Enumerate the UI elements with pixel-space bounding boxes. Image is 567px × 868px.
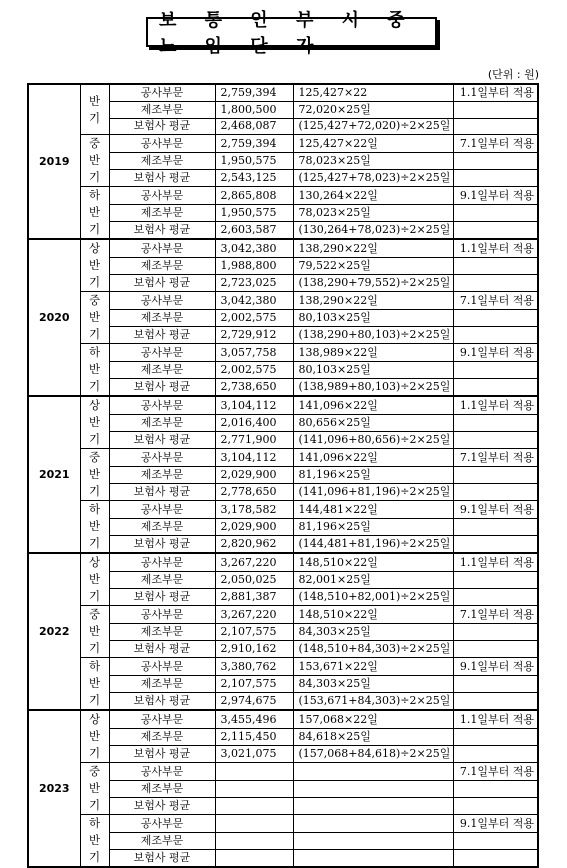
formula-cell: 153,671×22일 <box>293 658 453 675</box>
wage-table <box>27 83 539 868</box>
note-cell <box>453 275 538 292</box>
half-period-cell <box>80 815 109 868</box>
formula-cell: (138,989+80,103)÷2×25일 <box>293 379 453 397</box>
note-cell: 9.1일부터 적용 <box>453 344 538 361</box>
note-cell <box>453 361 538 378</box>
half-period-cell <box>80 449 109 501</box>
note-cell <box>453 746 538 763</box>
formula-cell: (125,427+78,023)÷2×25일 <box>293 170 453 187</box>
half-period-char: 중 <box>88 450 101 465</box>
half-period-char: 반 <box>88 362 101 377</box>
table-row <box>28 396 538 414</box>
category-cell: 공사부문 <box>109 606 215 623</box>
year-cell: 2021 <box>28 396 80 553</box>
formula-cell: 84,303×25일 <box>293 623 453 640</box>
note-cell: 7.1일부터 적용 <box>453 292 538 309</box>
category-cell: 공사부문 <box>109 135 215 152</box>
formula-cell: (144,481+81,196)÷2×25일 <box>293 536 453 554</box>
amount-cell <box>215 815 293 832</box>
formula-cell: (153,671+84,303)÷2×25일 <box>293 693 453 711</box>
table-row <box>28 710 538 728</box>
half-period-char: 상 <box>88 241 101 256</box>
note-cell <box>453 518 538 535</box>
half-period-cell <box>80 84 109 135</box>
note-cell: 9.1일부터 적용 <box>453 187 538 204</box>
amount-cell: 3,455,496 <box>215 710 293 728</box>
amount-cell: 3,104,112 <box>215 449 293 466</box>
note-cell <box>453 798 538 815</box>
half-period-char: 중 <box>88 293 101 308</box>
table-row <box>28 135 538 152</box>
half-period-char: 반 <box>88 676 101 691</box>
note-cell: 9.1일부터 적용 <box>453 815 538 832</box>
amount-cell: 2,881,387 <box>215 589 293 606</box>
formula-cell <box>293 815 453 832</box>
table-row <box>28 292 538 309</box>
note-cell <box>453 170 538 187</box>
amount-cell: 2,468,087 <box>215 118 293 135</box>
note-cell: 7.1일부터 적용 <box>453 449 538 466</box>
half-period-char: 하 <box>88 345 101 360</box>
half-period-char: 반 <box>88 467 101 482</box>
amount-cell: 3,380,762 <box>215 658 293 675</box>
half-period-char: 반 <box>88 833 101 848</box>
formula-cell <box>293 798 453 815</box>
amount-cell: 1,950,575 <box>215 204 293 221</box>
formula-cell: 79,522×25일 <box>293 257 453 274</box>
category-cell: 보험사 평균 <box>109 222 215 240</box>
note-cell <box>453 379 538 397</box>
amount-cell <box>215 798 293 815</box>
half-period-char: 반 <box>88 310 101 325</box>
formula-cell: 72,020×25일 <box>293 101 453 118</box>
formula-cell: 84,303×25일 <box>293 675 453 692</box>
half-period-char: 반 <box>88 729 101 744</box>
category-cell: 제조부문 <box>109 204 215 221</box>
category-cell: 공사부문 <box>109 396 215 414</box>
half-period-char: 중 <box>88 607 101 622</box>
half-period-cell <box>80 135 109 187</box>
note-cell <box>453 623 538 640</box>
formula-cell: 78,023×25일 <box>293 204 453 221</box>
amount-cell: 2,029,900 <box>215 466 293 483</box>
note-cell: 1.1일부터 적용 <box>453 553 538 571</box>
note-cell <box>453 327 538 344</box>
note-cell <box>453 309 538 326</box>
note-cell <box>453 414 538 431</box>
category-cell: 제조부문 <box>109 623 215 640</box>
amount-cell: 3,178,582 <box>215 501 293 518</box>
table-row <box>28 239 538 257</box>
formula-cell <box>293 780 453 797</box>
half-period-char: 기 <box>88 484 101 499</box>
amount-cell: 3,057,758 <box>215 344 293 361</box>
amount-cell: 3,042,380 <box>215 292 293 309</box>
amount-cell: 2,759,394 <box>215 84 293 101</box>
half-period-char: 반 <box>88 258 101 273</box>
amount-cell: 2,723,025 <box>215 275 293 292</box>
half-period-cell <box>80 710 109 763</box>
formula-cell: (141,096+80,656)÷2×25일 <box>293 432 453 449</box>
category-cell: 공사부문 <box>109 710 215 728</box>
amount-cell: 2,115,450 <box>215 728 293 745</box>
half-period-char: 반 <box>88 781 101 796</box>
category-cell: 제조부문 <box>109 152 215 169</box>
formula-cell: 80,103×25일 <box>293 309 453 326</box>
note-cell <box>453 571 538 588</box>
note-cell <box>453 466 538 483</box>
formula-cell: 157,068×22일 <box>293 710 453 728</box>
half-period-char: 상 <box>88 712 101 727</box>
amount-cell <box>215 832 293 849</box>
half-period-cell <box>80 553 109 606</box>
formula-cell: 138,290×22일 <box>293 292 453 309</box>
note-cell <box>453 484 538 501</box>
category-cell: 보험사 평균 <box>109 746 215 763</box>
note-cell <box>453 118 538 135</box>
formula-cell: (148,510+84,303)÷2×25일 <box>293 641 453 658</box>
category-cell: 제조부문 <box>109 518 215 535</box>
amount-cell <box>215 763 293 780</box>
half-period-char: 반 <box>88 93 101 108</box>
formula-cell: 78,023×25일 <box>293 152 453 169</box>
category-cell: 보험사 평균 <box>109 798 215 815</box>
amount-cell: 3,267,220 <box>215 553 293 571</box>
category-cell: 제조부문 <box>109 101 215 118</box>
half-period-char: 상 <box>88 555 101 570</box>
amount-cell: 2,603,587 <box>215 222 293 240</box>
note-cell <box>453 432 538 449</box>
table-row <box>28 763 538 780</box>
formula-cell: 125,427×22 <box>293 84 453 101</box>
amount-cell: 3,267,220 <box>215 606 293 623</box>
half-period-char: 기 <box>88 432 101 447</box>
note-cell <box>453 641 538 658</box>
amount-cell: 3,104,112 <box>215 396 293 414</box>
amount-cell: 2,759,394 <box>215 135 293 152</box>
half-period-char: 기 <box>88 589 101 604</box>
category-cell: 보험사 평균 <box>109 641 215 658</box>
amount-cell: 2,050,025 <box>215 571 293 588</box>
formula-cell: (157,068+84,618)÷2×25일 <box>293 746 453 763</box>
half-period-char: 기 <box>88 327 101 342</box>
formula-cell: 84,618×25일 <box>293 728 453 745</box>
category-cell: 공사부문 <box>109 187 215 204</box>
category-cell: 보험사 평균 <box>109 170 215 187</box>
formula-cell: 141,096×22일 <box>293 396 453 414</box>
year-cell: 2023 <box>28 710 80 867</box>
formula-cell: (125,427+72,020)÷2×25일 <box>293 118 453 135</box>
category-cell: 공사부문 <box>109 239 215 257</box>
formula-cell <box>293 763 453 780</box>
category-cell: 보험사 평균 <box>109 379 215 397</box>
category-cell: 보험사 평균 <box>109 693 215 711</box>
half-period-char: 중 <box>88 136 101 151</box>
note-cell: 9.1일부터 적용 <box>453 658 538 675</box>
half-period-cell <box>80 396 109 449</box>
note-cell <box>453 257 538 274</box>
amount-cell: 2,820,962 <box>215 536 293 554</box>
amount-cell: 1,800,500 <box>215 101 293 118</box>
category-cell: 공사부문 <box>109 553 215 571</box>
formula-cell: 130,264×22일 <box>293 187 453 204</box>
half-period-char: 상 <box>88 398 101 413</box>
note-cell <box>453 780 538 797</box>
amount-cell: 1,988,800 <box>215 257 293 274</box>
amount-cell: 2,002,575 <box>215 309 293 326</box>
half-period-char: 하 <box>88 659 101 674</box>
formula-cell: (130,264+78,023)÷2×25일 <box>293 222 453 240</box>
table-row <box>28 815 538 832</box>
category-cell: 제조부문 <box>109 414 215 431</box>
amount-cell: 3,042,380 <box>215 239 293 257</box>
half-period-cell <box>80 239 109 292</box>
table-row <box>28 606 538 623</box>
note-cell <box>453 536 538 554</box>
formula-cell <box>293 850 453 868</box>
amount-cell: 3,021,075 <box>215 746 293 763</box>
note-cell: 1.1일부터 적용 <box>453 396 538 414</box>
amount-cell: 2,771,900 <box>215 432 293 449</box>
table-row <box>28 553 538 571</box>
formula-cell: 80,656×25일 <box>293 414 453 431</box>
amount-cell <box>215 850 293 868</box>
formula-cell: 125,427×22일 <box>293 135 453 152</box>
amount-cell: 2,974,675 <box>215 693 293 711</box>
unit-label: (단위 : 원) <box>487 68 539 81</box>
half-period-cell <box>80 606 109 658</box>
half-period-char: 반 <box>88 572 101 587</box>
formula-cell: 138,989×22일 <box>293 344 453 361</box>
half-period-cell <box>80 292 109 344</box>
category-cell: 보험사 평균 <box>109 484 215 501</box>
half-period-cell <box>80 658 109 711</box>
category-cell: 제조부문 <box>109 466 215 483</box>
half-period-cell <box>80 763 109 815</box>
table-row <box>28 658 538 675</box>
half-period-char: 기 <box>88 379 101 394</box>
formula-cell: 80,103×25일 <box>293 361 453 378</box>
category-cell: 공사부문 <box>109 501 215 518</box>
formula-cell: 148,510×22일 <box>293 553 453 571</box>
category-cell: 공사부문 <box>109 658 215 675</box>
half-period-char: 기 <box>88 170 101 185</box>
amount-cell: 2,778,650 <box>215 484 293 501</box>
formula-cell: 81,196×25일 <box>293 466 453 483</box>
half-period-char: 하 <box>88 188 101 203</box>
half-period-char: 중 <box>88 764 101 779</box>
note-cell: 7.1일부터 적용 <box>453 135 538 152</box>
note-cell: 7.1일부터 적용 <box>453 606 538 623</box>
amount-cell: 2,738,650 <box>215 379 293 397</box>
amount-cell: 2,910,162 <box>215 641 293 658</box>
half-period-char: 기 <box>88 110 101 125</box>
formula-cell: 141,096×22일 <box>293 449 453 466</box>
amount-cell <box>215 780 293 797</box>
table-row <box>28 344 538 361</box>
note-cell: 7.1일부터 적용 <box>453 763 538 780</box>
half-period-cell <box>80 501 109 554</box>
category-cell: 제조부문 <box>109 571 215 588</box>
formula-cell <box>293 832 453 849</box>
half-period-cell <box>80 187 109 240</box>
table-row <box>28 84 538 101</box>
year-cell: 2019 <box>28 84 80 239</box>
category-cell: 보험사 평균 <box>109 850 215 868</box>
category-cell: 제조부문 <box>109 728 215 745</box>
category-cell: 공사부문 <box>109 292 215 309</box>
note-cell <box>453 589 538 606</box>
note-cell <box>453 675 538 692</box>
table-row <box>28 187 538 204</box>
note-cell: 1.1일부터 적용 <box>453 710 538 728</box>
formula-cell: 144,481×22일 <box>293 501 453 518</box>
formula-cell: 138,290×22일 <box>293 239 453 257</box>
note-cell: 1.1일부터 적용 <box>453 239 538 257</box>
note-cell <box>453 152 538 169</box>
formula-cell: 81,196×25일 <box>293 518 453 535</box>
half-period-char: 기 <box>88 222 101 237</box>
note-cell <box>453 728 538 745</box>
category-cell: 보험사 평균 <box>109 589 215 606</box>
category-cell: 제조부문 <box>109 675 215 692</box>
half-period-char: 기 <box>88 798 101 813</box>
formula-cell: 148,510×22일 <box>293 606 453 623</box>
category-cell: 제조부문 <box>109 361 215 378</box>
page-title: 보 통 인 부 시 중 노 임 단 가 <box>146 17 437 47</box>
note-cell <box>453 204 538 221</box>
amount-cell: 2,029,900 <box>215 518 293 535</box>
category-cell: 공사부문 <box>109 344 215 361</box>
category-cell: 제조부문 <box>109 257 215 274</box>
note-cell <box>453 832 538 849</box>
category-cell: 제조부문 <box>109 309 215 326</box>
category-cell: 공사부문 <box>109 763 215 780</box>
half-period-char: 기 <box>88 641 101 656</box>
formula-cell: (138,290+79,552)÷2×25일 <box>293 275 453 292</box>
half-period-char: 기 <box>88 536 101 551</box>
half-period-char: 반 <box>88 205 101 220</box>
half-period-char: 기 <box>88 693 101 708</box>
year-cell: 2022 <box>28 553 80 710</box>
note-cell: 9.1일부터 적용 <box>453 501 538 518</box>
formula-cell: (141,096+81,196)÷2×25일 <box>293 484 453 501</box>
category-cell: 제조부문 <box>109 780 215 797</box>
half-period-char: 기 <box>88 850 101 865</box>
amount-cell: 2,729,912 <box>215 327 293 344</box>
category-cell: 보험사 평균 <box>109 432 215 449</box>
category-cell: 보험사 평균 <box>109 327 215 344</box>
amount-cell: 1,950,575 <box>215 152 293 169</box>
note-cell <box>453 101 538 118</box>
table-row <box>28 501 538 518</box>
amount-cell: 2,002,575 <box>215 361 293 378</box>
amount-cell: 2,107,575 <box>215 675 293 692</box>
half-period-char: 하 <box>88 816 101 831</box>
note-cell <box>453 850 538 868</box>
half-period-char: 반 <box>88 519 101 534</box>
category-cell: 보험사 평균 <box>109 118 215 135</box>
note-cell <box>453 222 538 240</box>
half-period-char: 하 <box>88 502 101 517</box>
category-cell: 보험사 평균 <box>109 275 215 292</box>
amount-cell: 2,016,400 <box>215 414 293 431</box>
amount-cell: 2,543,125 <box>215 170 293 187</box>
amount-cell: 2,107,575 <box>215 623 293 640</box>
category-cell: 공사부문 <box>109 84 215 101</box>
note-cell <box>453 693 538 711</box>
half-period-char: 반 <box>88 624 101 639</box>
year-cell: 2020 <box>28 239 80 396</box>
category-cell: 공사부문 <box>109 815 215 832</box>
formula-cell: (148,510+82,001)÷2×25일 <box>293 589 453 606</box>
half-period-char: 반 <box>88 415 101 430</box>
note-cell: 1.1일부터 적용 <box>453 84 538 101</box>
half-period-char: 기 <box>88 275 101 290</box>
amount-cell: 2,865,808 <box>215 187 293 204</box>
half-period-cell <box>80 344 109 397</box>
table-row <box>28 449 538 466</box>
formula-cell: 82,001×25일 <box>293 571 453 588</box>
category-cell: 보험사 평균 <box>109 536 215 554</box>
category-cell: 제조부문 <box>109 832 215 849</box>
half-period-char: 반 <box>88 153 101 168</box>
category-cell: 공사부문 <box>109 449 215 466</box>
half-period-char: 기 <box>88 746 101 761</box>
formula-cell: (138,290+80,103)÷2×25일 <box>293 327 453 344</box>
